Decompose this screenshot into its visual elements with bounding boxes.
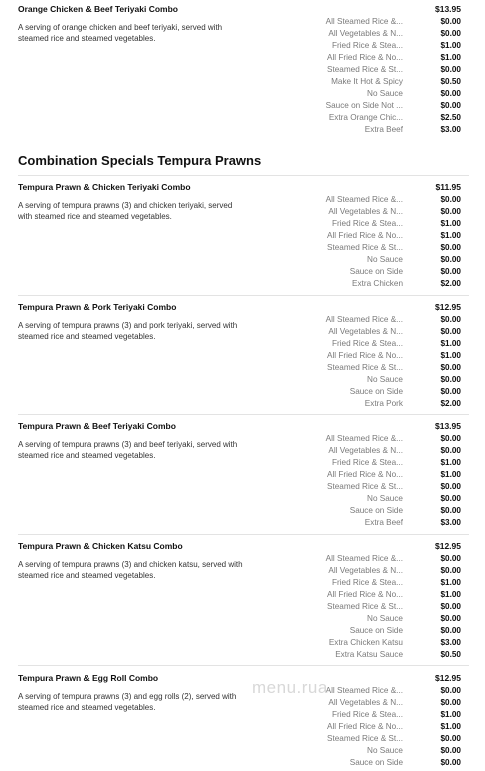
option-price: $0.00 <box>440 734 461 743</box>
divider <box>18 534 469 535</box>
option-label: All Fried Rice & No... <box>327 590 403 599</box>
option-price: $0.00 <box>440 614 461 623</box>
option-label: Sauce on Side <box>349 506 403 515</box>
option-price: $0.50 <box>440 77 461 86</box>
option-label: All Steamed Rice &... <box>325 434 403 443</box>
item-price: $12.95 <box>435 541 461 551</box>
option-label: Extra Katsu Sauce <box>335 650 403 659</box>
option-price: $0.00 <box>440 698 461 707</box>
option-row[interactable] <box>268 398 461 410</box>
option-price: $0.00 <box>440 17 461 26</box>
option-row[interactable] <box>268 577 461 589</box>
option-row[interactable] <box>268 266 461 278</box>
item-description: A serving of orange chicken and beef teriyaki, served with steamed rice and steamed vegetables. <box>18 23 223 43</box>
option-row[interactable] <box>268 218 461 230</box>
menu-item[interactable] <box>18 4 469 139</box>
option-price: $0.00 <box>440 566 461 575</box>
option-row[interactable] <box>268 469 461 481</box>
option-row[interactable] <box>268 278 461 290</box>
option-label: Steamed Rice & St... <box>327 363 403 372</box>
option-price: $0.00 <box>440 243 461 252</box>
option-label: Fried Rice & Stea... <box>332 41 403 50</box>
option-price: $3.00 <box>440 125 461 134</box>
option-label: Extra Beef <box>364 125 403 134</box>
option-price: $0.00 <box>440 387 461 396</box>
option-price: $1.00 <box>440 41 461 50</box>
watermark: menu.rua <box>252 678 328 697</box>
option-price: $1.00 <box>440 470 461 479</box>
item-name: Tempura Prawn & Beef Teriyaki Combo <box>18 421 176 431</box>
item-price: $13.95 <box>435 4 461 14</box>
option-label: Sauce on Side <box>349 626 403 635</box>
option-row[interactable] <box>268 745 461 757</box>
option-label: Extra Chicken Katsu <box>328 638 403 647</box>
item-description: A serving of tempura prawns (3) and chicken katsu, served with steamed rice and steamed vegetables. <box>18 560 243 580</box>
option-price: $0.00 <box>440 29 461 38</box>
option-list <box>268 16 461 136</box>
item-price: $11.95 <box>435 182 461 192</box>
option-price: $0.00 <box>440 375 461 384</box>
divider <box>18 175 469 176</box>
divider <box>18 295 469 296</box>
option-label: No Sauce <box>367 494 403 503</box>
option-label: All Steamed Rice &... <box>325 195 403 204</box>
option-row[interactable] <box>268 362 461 374</box>
option-row[interactable] <box>268 326 461 338</box>
option-label: Sauce on Side Not ... <box>325 101 403 110</box>
option-row[interactable] <box>268 314 461 326</box>
option-row[interactable] <box>268 697 461 709</box>
option-price: $0.00 <box>440 65 461 74</box>
option-label: Fried Rice & Stea... <box>332 339 403 348</box>
option-price: $0.00 <box>440 758 461 767</box>
option-label: All Vegetables & N... <box>328 446 403 455</box>
menu-item[interactable] <box>18 421 469 531</box>
option-label: Extra Chicken <box>352 279 403 288</box>
option-row[interactable] <box>268 242 461 254</box>
option-label: All Vegetables & N... <box>328 29 403 38</box>
option-label: All Vegetables & N... <box>328 207 403 216</box>
option-row[interactable] <box>268 493 461 505</box>
item-name: Tempura Prawn & Egg Roll Combo <box>18 673 159 683</box>
item-description: A serving of tempura prawns (3) and beef teriyaki, served with steamed rice and steamed vegetables. <box>18 440 238 460</box>
option-price: $1.00 <box>440 231 461 240</box>
option-row[interactable] <box>268 481 461 493</box>
option-label: Steamed Rice & St... <box>327 65 403 74</box>
option-label: All Fried Rice & No... <box>327 470 403 479</box>
option-row[interactable] <box>268 517 461 529</box>
option-price: $0.00 <box>440 315 461 324</box>
option-price: $2.50 <box>440 113 461 122</box>
option-list <box>268 433 461 529</box>
option-price: $0.00 <box>440 482 461 491</box>
option-price: $0.00 <box>440 101 461 110</box>
section-title: Combination Specials Tempura Prawns <box>18 153 262 168</box>
option-price: $1.00 <box>440 219 461 228</box>
option-label: Extra Beef <box>364 518 403 527</box>
option-label: Fried Rice & Stea... <box>332 578 403 587</box>
option-label: Steamed Rice & St... <box>327 734 403 743</box>
option-row[interactable] <box>268 40 461 52</box>
option-label: All Vegetables & N... <box>328 566 403 575</box>
option-price: $0.00 <box>440 506 461 515</box>
option-label: No Sauce <box>367 89 403 98</box>
option-row[interactable] <box>268 625 461 637</box>
option-row[interactable] <box>268 100 461 112</box>
option-label: All Steamed Rice &... <box>325 554 403 563</box>
option-row[interactable] <box>268 350 461 362</box>
option-price: $0.00 <box>440 686 461 695</box>
option-label: Make It Hot & Spicy <box>331 77 403 86</box>
option-row[interactable] <box>268 76 461 88</box>
option-row[interactable] <box>268 457 461 469</box>
option-label: Extra Pork <box>364 399 403 408</box>
option-label: All Steamed Rice &... <box>325 686 403 695</box>
option-row[interactable] <box>268 124 461 136</box>
option-row[interactable] <box>268 637 461 649</box>
option-row[interactable] <box>268 386 461 398</box>
menu-item[interactable] <box>18 302 469 412</box>
option-price: $0.00 <box>440 207 461 216</box>
option-label: All Steamed Rice &... <box>325 315 403 324</box>
option-row[interactable] <box>268 230 461 242</box>
option-row[interactable] <box>268 565 461 577</box>
option-row[interactable] <box>268 733 461 745</box>
option-list <box>268 314 461 410</box>
option-price: $0.00 <box>440 327 461 336</box>
option-row[interactable] <box>268 374 461 386</box>
option-row[interactable] <box>268 709 461 721</box>
option-label: No Sauce <box>367 746 403 755</box>
option-price: $0.00 <box>440 446 461 455</box>
option-row[interactable] <box>268 16 461 28</box>
option-row[interactable] <box>268 112 461 124</box>
option-label: Steamed Rice & St... <box>327 243 403 252</box>
option-price: $2.00 <box>440 399 461 408</box>
option-label: Fried Rice & Stea... <box>332 219 403 228</box>
option-row[interactable] <box>268 649 461 661</box>
option-price: $3.00 <box>440 518 461 527</box>
option-price: $0.00 <box>440 267 461 276</box>
item-price: $12.95 <box>435 673 461 683</box>
option-label: Fried Rice & Stea... <box>332 458 403 467</box>
divider <box>18 414 469 415</box>
option-label: No Sauce <box>367 614 403 623</box>
option-row[interactable] <box>268 52 461 64</box>
option-price: $1.00 <box>440 722 461 731</box>
option-label: Sauce on Side <box>349 387 403 396</box>
option-row[interactable] <box>268 757 461 769</box>
option-price: $0.00 <box>440 434 461 443</box>
option-row[interactable] <box>268 433 461 445</box>
option-price: $0.00 <box>440 89 461 98</box>
option-label: No Sauce <box>367 375 403 384</box>
option-price: $1.00 <box>440 351 461 360</box>
option-price: $0.00 <box>440 626 461 635</box>
option-price: $0.00 <box>440 363 461 372</box>
option-row[interactable] <box>268 88 461 100</box>
menu-item[interactable] <box>18 182 469 292</box>
item-description: A serving of tempura prawns (3) and pork teriyaki, served with steamed rice and steamed vegetables. <box>18 321 238 341</box>
option-price: $1.00 <box>440 710 461 719</box>
option-label: All Fried Rice & No... <box>327 231 403 240</box>
option-price: $1.00 <box>440 339 461 348</box>
option-label: Fried Rice & Stea... <box>332 710 403 719</box>
option-price: $0.50 <box>440 650 461 659</box>
menu-item[interactable] <box>18 541 469 663</box>
option-row[interactable] <box>268 194 461 206</box>
option-label: Sauce on Side <box>349 267 403 276</box>
option-price: $0.00 <box>440 554 461 563</box>
option-row[interactable] <box>268 553 461 565</box>
option-price: $1.00 <box>440 578 461 587</box>
option-row[interactable] <box>268 589 461 601</box>
option-list <box>268 194 461 290</box>
option-label: No Sauce <box>367 255 403 264</box>
option-price: $3.00 <box>440 638 461 647</box>
option-row[interactable] <box>268 505 461 517</box>
option-label: All Fried Rice & No... <box>327 53 403 62</box>
option-price: $1.00 <box>440 458 461 467</box>
option-price: $0.00 <box>440 494 461 503</box>
option-row[interactable] <box>268 613 461 625</box>
option-price: $0.00 <box>440 746 461 755</box>
option-price: $0.00 <box>440 602 461 611</box>
item-price: $13.95 <box>435 421 461 431</box>
option-row[interactable] <box>268 338 461 350</box>
option-price: $0.00 <box>440 195 461 204</box>
option-price: $1.00 <box>440 590 461 599</box>
menu-item[interactable] <box>18 673 469 771</box>
option-label: All Fried Rice & No... <box>327 722 403 731</box>
option-label: Steamed Rice & St... <box>327 482 403 491</box>
option-label: All Steamed Rice &... <box>325 17 403 26</box>
item-name: Tempura Prawn & Pork Teriyaki Combo <box>18 302 177 312</box>
divider <box>18 665 469 666</box>
option-label: All Vegetables & N... <box>328 327 403 336</box>
option-row[interactable] <box>268 601 461 613</box>
option-label: All Fried Rice & No... <box>327 351 403 360</box>
option-list <box>268 553 461 661</box>
option-price: $2.00 <box>440 279 461 288</box>
item-price: $12.95 <box>435 302 461 312</box>
option-row[interactable] <box>268 254 461 266</box>
option-label: Steamed Rice & St... <box>327 602 403 611</box>
option-row[interactable] <box>268 28 461 40</box>
option-label: Extra Orange Chic... <box>328 113 403 122</box>
item-name: Tempura Prawn & Chicken Teriyaki Combo <box>18 182 191 192</box>
item-name: Tempura Prawn & Chicken Katsu Combo <box>18 541 183 551</box>
option-price: $1.00 <box>440 53 461 62</box>
option-row[interactable] <box>268 445 461 457</box>
option-row[interactable] <box>268 64 461 76</box>
item-description: A serving of tempura prawns (3) and chicken teriyaki, served with steamed rice and steamed vegetables. <box>18 201 233 221</box>
item-description: A serving of tempura prawns (3) and egg rolls (2), served with steamed rice and steamed vegetables. <box>18 692 237 712</box>
option-price: $0.00 <box>440 255 461 264</box>
item-name: Orange Chicken & Beef Teriyaki Combo <box>18 4 178 14</box>
option-label: All Vegetables & N... <box>328 698 403 707</box>
option-row[interactable] <box>268 206 461 218</box>
option-row[interactable] <box>268 721 461 733</box>
option-label: Sauce on Side <box>349 758 403 767</box>
